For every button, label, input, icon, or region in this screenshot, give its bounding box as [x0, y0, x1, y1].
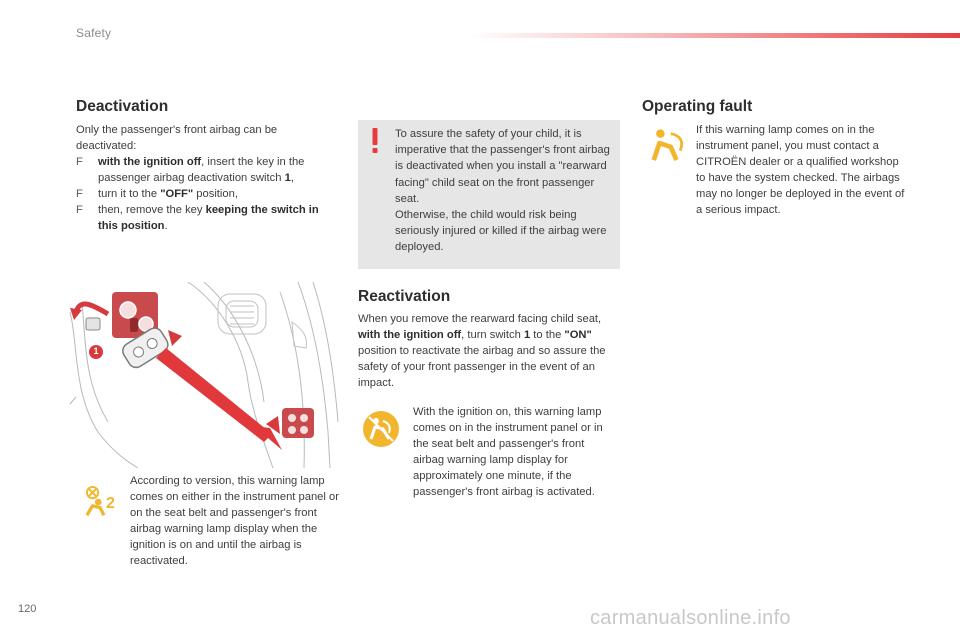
- deactivation-step-1: F with the ignition off, insert the key in the passenger airbag deactivation switch 1,: [76, 156, 305, 184]
- airbag-on-warning-icon: [361, 409, 401, 449]
- warning-line-1: To assure the safety of your child, it is imperative that the passenger's front airbag is deactivated when you install a "rearward facing" child seat on the front passenger seat.: [395, 128, 610, 205]
- bullet-mark: F: [76, 204, 83, 216]
- bullet-mark: F: [76, 188, 83, 200]
- watermark: carmanualsonline.info: [590, 607, 791, 629]
- version-note-text: According to version, this warning lamp comes on either in the instrument panel or on the seat belt and passenger's front airbag warning lamp display when the ignition is on and until the airbag is reactivated.: [130, 475, 339, 567]
- warning-text: [395, 126, 615, 256]
- airbag-fault-warning-icon: [647, 128, 687, 162]
- deactivation-text: [76, 122, 338, 234]
- airbag-icon-number: 2: [106, 495, 115, 512]
- page-number: 120: [18, 603, 37, 615]
- operating-fault-text: If this warning lamp comes on in the instrument panel, you must contact a CITROËN dealer or a qualified workshop to have the system checked. The airbags may no longer be deployed in the event of a serious impact.: [696, 124, 905, 216]
- operating-fault-title: Operating fault: [642, 98, 753, 115]
- deactivation-step-2: F turn it to the "OFF" position,: [76, 188, 238, 200]
- warning-line-2: Otherwise, the child would risk being seriously injured or killed if the airbag were deployed.: [395, 209, 607, 254]
- reactivation-text: When you remove the rearward facing child seat, with the ignition off, turn switch 1 to the "ON" position to reactivate the airbag and so assure the safety of your front passenger in the event of an impact.: [358, 313, 606, 389]
- deactivation-step-3: F then, remove the key keeping the switch in this position.: [76, 204, 319, 232]
- reactivation-title: Reactivation: [358, 288, 451, 305]
- airbag-off-warning-icon: [82, 485, 122, 519]
- ignition-note-text: With the ignition on, this warning lamp comes on in the instrument panel or in the seat belt and passenger's front airbag warning lamp display for approximately one minute, if the passenger's front airbag is activated.: [413, 406, 603, 498]
- deactivation-intro: Only the passenger's front airbag can be deactivated:: [76, 124, 278, 152]
- airbag-switch-illustration: [68, 282, 340, 468]
- bullet-mark: F: [76, 156, 83, 168]
- deactivation-title: Deactivation: [76, 98, 169, 115]
- exclamation-icon: [368, 126, 382, 154]
- illustration-callout-1: 1: [93, 346, 99, 356]
- child-safety-warning-box: [358, 120, 620, 269]
- section-header: Safety: [76, 26, 112, 40]
- header-accent-bar: [470, 33, 960, 38]
